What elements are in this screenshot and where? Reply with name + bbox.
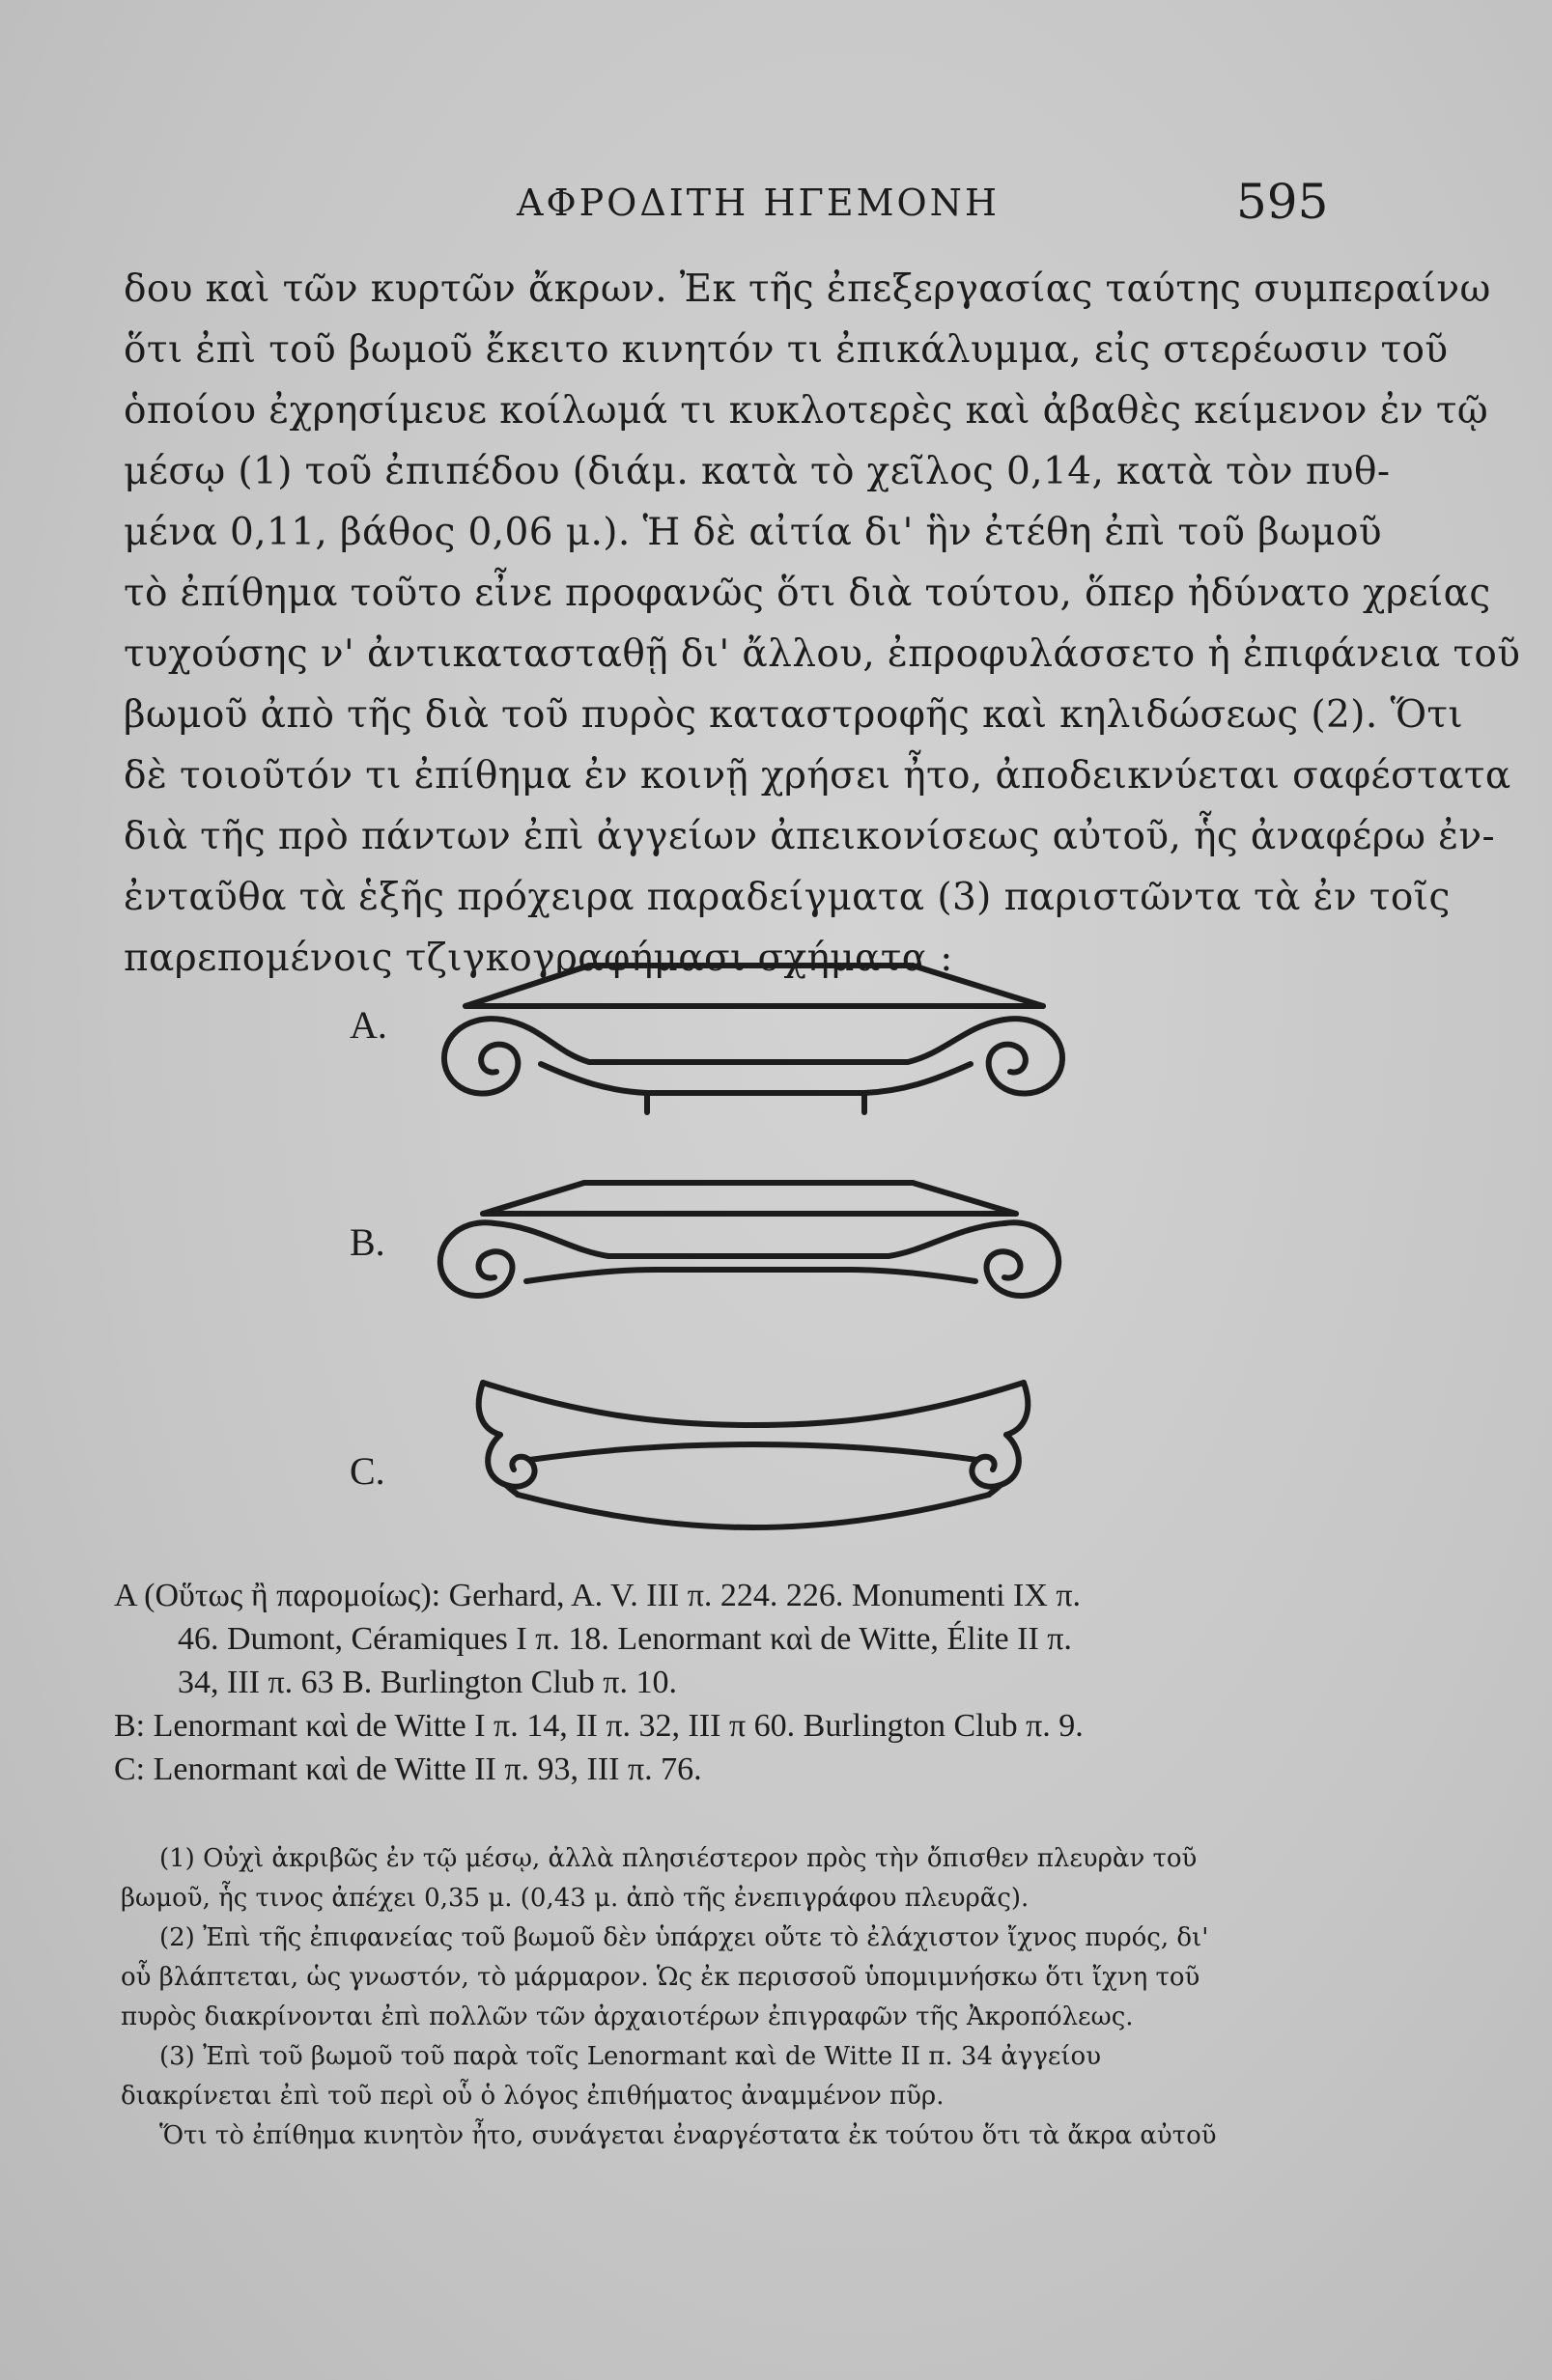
body-text bbox=[124, 259, 1521, 989]
footnote-line: διακρίνεται ἐπὶ τοῦ περὶ οὗ ὁ λόγος ἐπιθήματος ἀναμμένον πῦρ. bbox=[121, 2082, 945, 2111]
body-line: ἐνταῦθα τὰ ἑξῆς πρόχειρα παραδείγματα (3) παριστῶντα τὰ ἐν τοῖς bbox=[124, 876, 1451, 919]
reference-line: 34, III π. 63 B. Burlington Club π. 10. bbox=[178, 1665, 677, 1700]
reference-line: C: Lenormant καὶ de Witte II π. 93, III π. 76. bbox=[114, 1751, 702, 1787]
body-line: δου καὶ τῶν κυρτῶν ἄκρων. Ἐκ τῆς ἐπεξεργασίας ταύτης συμπεραίνω bbox=[124, 267, 1491, 311]
body-line: μένα 0,11, βάθος 0,06 μ.). Ἡ δὲ αἰτία δι' ἣν ἐτέθη ἐπὶ τοῦ βωμοῦ bbox=[124, 511, 1383, 554]
footnote-line: βωμοῦ, ἧς τινος ἀπέχει 0,35 μ. (0,43 μ. ἀπὸ τῆς ἐνεπιγράφου πλευρᾶς). bbox=[121, 1884, 1030, 1913]
page-number: 595 bbox=[1236, 174, 1329, 230]
figure-b-label: B. bbox=[350, 1220, 385, 1264]
figure-a-label: A. bbox=[350, 1003, 387, 1047]
footnote-line: πυρὸς διακρίνονται ἐπὶ πολλῶν τῶν ἀρχαιοτέρων ἐπιγραφῶν τῆς Ἀκροπόλεως. bbox=[121, 2002, 1134, 2031]
footnotes bbox=[121, 1839, 1289, 2156]
footnote-line: (1) Οὐχὶ ἀκριβῶς ἐν τῷ μέσῳ, ἀλλὰ πλησιέστερον πρὸς τὴν ὄπισθεν πλευρὰν τοῦ bbox=[159, 1844, 1198, 1873]
body-line: δὲ τοιοῦτόν τι ἐπίθημα ἐν κοινῇ χρήσει ἦτο, ἀποδεικνύεται σαφέστατα bbox=[124, 754, 1511, 798]
footnote-line: Ὅτι τὸ ἐπίθημα κινητὸν ἦτο, συνάγεται ἐναργέστατα ἐκ τούτου ὅτι τὰ ἄκρα αὐτοῦ bbox=[159, 2121, 1217, 2150]
footnote-line: (3) Ἐπὶ τοῦ βωμοῦ τοῦ παρὰ τοῖς Lenormant καὶ de Witte II π. 34 ἀγγείου bbox=[159, 2042, 1102, 2071]
altar-cover-drawing-b bbox=[425, 1173, 1082, 1308]
figure-c-label: C. bbox=[350, 1449, 385, 1493]
body-line: τὸ ἐπίθημα τοῦτο εἶνε προφανῶς ὅτι διὰ τούτου, ὅπερ ἠδύνατο χρείας bbox=[124, 572, 1491, 615]
body-line: διὰ τῆς πρὸ πάντων ἐπὶ ἀγγείων ἀπεικονίσεως αὐτοῦ, ἧς ἀναφέρω ἐν- bbox=[124, 815, 1496, 858]
altar-cover-drawing-c bbox=[425, 1371, 1082, 1535]
footnote-line: οὗ βλάπτεται, ὡς γνωστόν, τὸ μάρμαρον. Ὡς ἐκ περισσοῦ ὑπομιμνήσκω ὅτι ἴχνη τοῦ bbox=[121, 1963, 1200, 1992]
running-title: ΑΦΡΟΔΙΤΗ ΗΓΕΜΟΝΗ bbox=[517, 182, 1001, 224]
body-line: μέσῳ (1) τοῦ ἐπιπέδου (διάμ. κατὰ τὸ χεῖλος 0,14, κατὰ τὸν πυθ- bbox=[124, 450, 1391, 493]
footnote-line: (2) Ἐπὶ τῆς ἐπιφανείας τοῦ βωμοῦ δὲν ὑπάρχει οὔτε τὸ ἐλάχιστον ἴχνος πυρός, δι' bbox=[159, 1923, 1209, 1952]
body-line: τυχούσης ν' ἀντικατασταθῇ δι' ἄλλου, ἐπροφυλάσσετο ἡ ἐπιφάνεια τοῦ bbox=[124, 632, 1521, 676]
figure-references bbox=[114, 1574, 1302, 1791]
reference-line: A (Οὕτως ἢ παρομοίως): Gerhard, A. V. III π. 224. 226. Monumenti IX π. bbox=[114, 1578, 1082, 1613]
reference-line: 46. Dumont, Céramiques I π. 18. Lenormant καὶ de Witte, Élite II π. bbox=[178, 1621, 1072, 1657]
body-line: ὁποίου ἐχρησίμευε κοίλωμά τι κυκλοτερὲς καὶ ἀβαθὲς κείμενον ἐν τῷ bbox=[124, 389, 1489, 433]
body-line: παρεπομένοις τζιγκογραφήμασι σχήματα : bbox=[124, 937, 953, 980]
body-line: ὅτι ἐπὶ τοῦ βωμοῦ ἔκειτο κινητόν τι ἐπικάλυμμα, εἰς στερέωσιν τοῦ bbox=[124, 328, 1449, 372]
altar-cover-drawing-a bbox=[425, 956, 1082, 1120]
body-line: βωμοῦ ἀπὸ τῆς διὰ τοῦ πυρὸς καταστροφῆς καὶ κηλιδώσεως (2). Ὅτι bbox=[124, 693, 1464, 737]
reference-line: B: Lenormant καὶ de Witte I π. 14, II π. 32, III π 60. Burlington Club π. 9. bbox=[114, 1708, 1084, 1744]
